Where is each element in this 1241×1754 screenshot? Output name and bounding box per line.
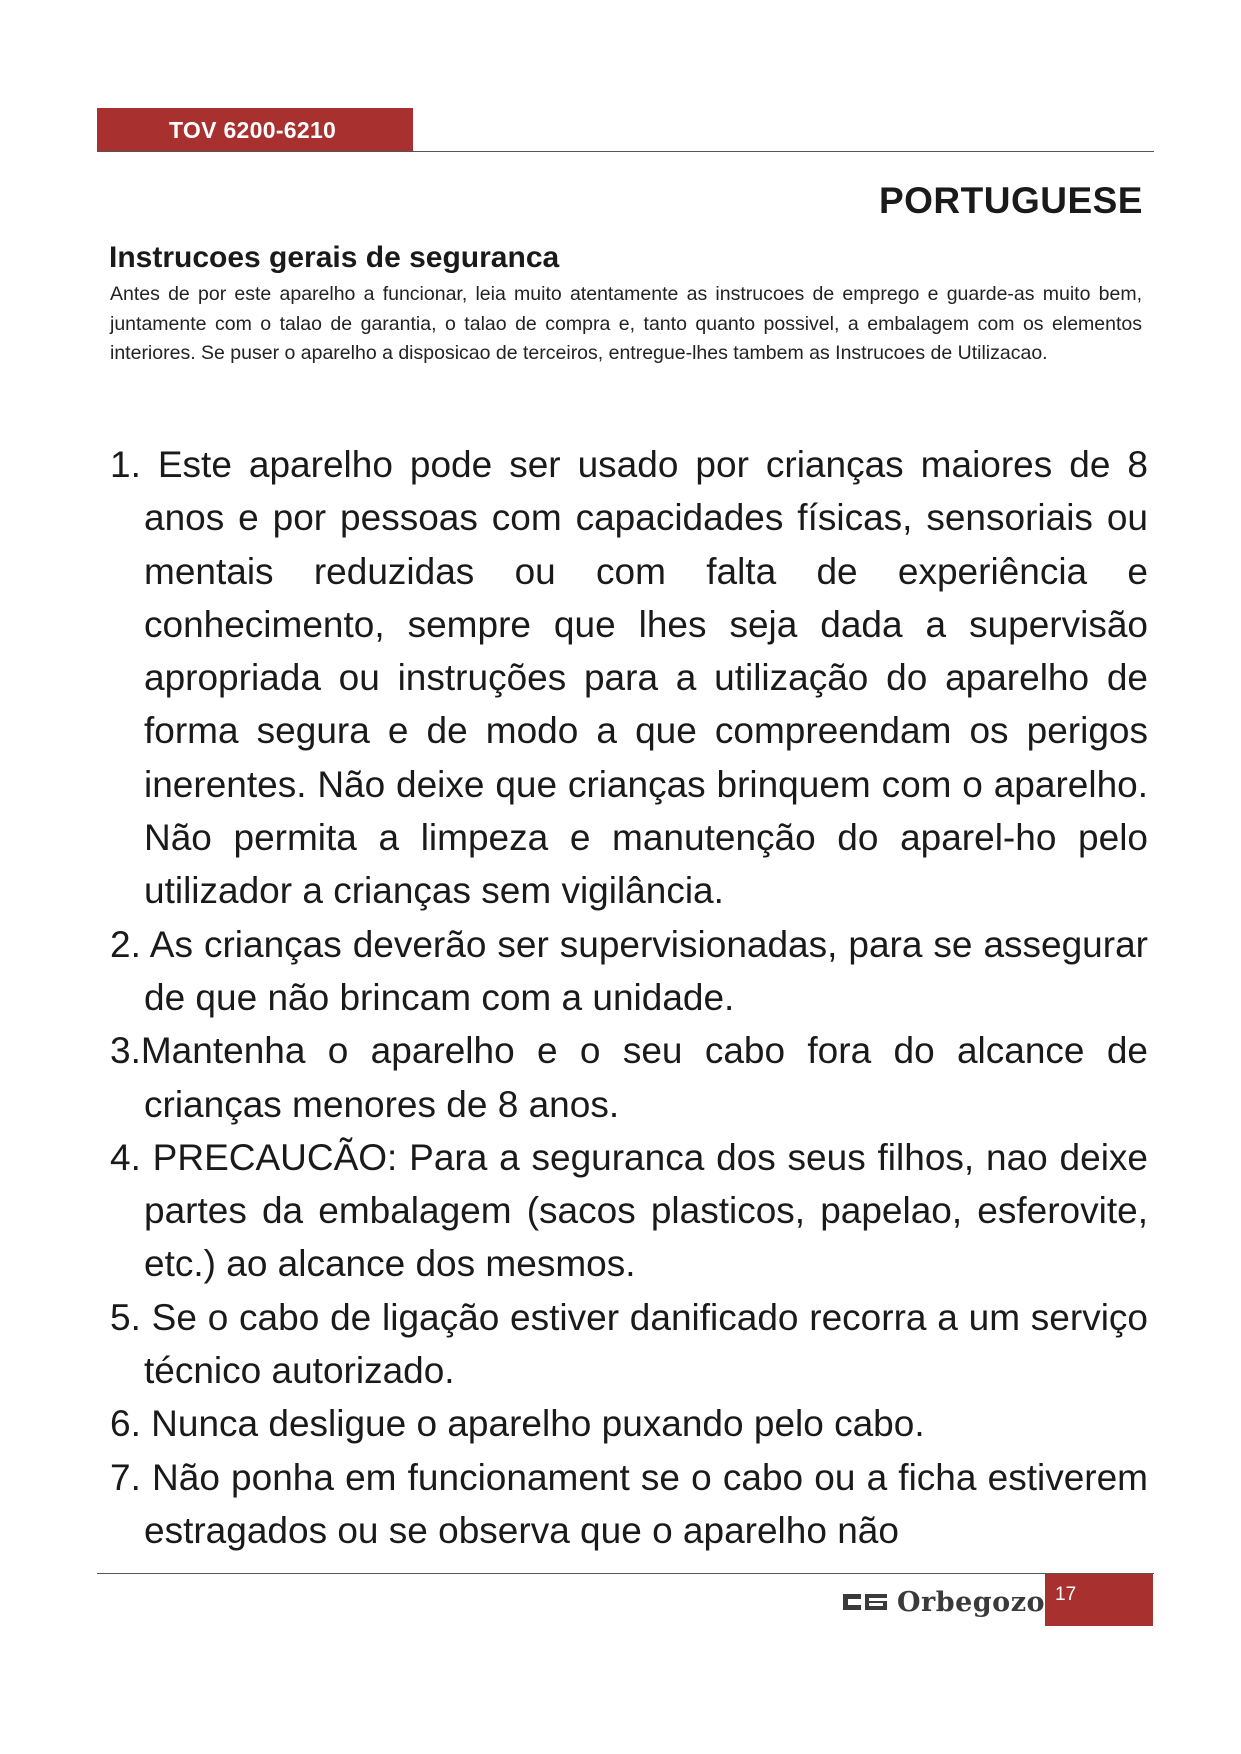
item-text: Nunca desligue o aparelho puxando pelo cabo.: [151, 1403, 925, 1445]
item-number: 2.: [110, 923, 150, 965]
list-item: [110, 1291, 1148, 1398]
item-number: 6.: [110, 1403, 152, 1445]
brand-logo: [843, 1582, 1045, 1622]
model-header-tab: [97, 108, 413, 152]
item-text: Este aparelho pode ser usado por crianças maiores de 8 anos e por pessoas com capacidades físicas, sensoriais ou mentais reduzidas ou com falta de experiência e conhecimento, sempre que lhes seja dada a supervisão apropriada ou instruções para a utilização do aparelho de forma segura e de modo a que compreendam os perigos inerentes. Não deixe que crianças brinquem com o aparelho. Não permita a limpeza e manutenção do aparel-ho pelo utilizador a crianças sem vigilância.: [144, 444, 1148, 912]
item-number: 3.: [110, 1030, 141, 1072]
list-item: [110, 918, 1148, 1025]
item-number: 1.: [110, 444, 158, 485]
language-title: PORTUGUESE: [878, 180, 1143, 221]
item-text: As crianças deverão ser supervisionadas, para se assegurar de que não brincam com a unidade.: [144, 923, 1148, 1018]
safety-instructions-list: [110, 438, 1148, 1557]
list-item: [110, 1397, 1148, 1450]
item-number: 4.: [110, 1136, 153, 1178]
orbegozo-logo-icon: [843, 1591, 887, 1613]
page-number-box: [1045, 1574, 1153, 1626]
safety-intro-paragraph: Antes de por este aparelho a funcionar, leia muito atentamente as instrucoes de emprego e guarde-as muito bem, juntamente com o talao de garantia, o talao de compra e, tanto quanto possivel, a embalagem com os elementos interiores. Se puser o aparelho a disposicao de terceiros, entregue-lhes tambem as Instrucoes de Utilizacao.: [110, 283, 1142, 364]
list-item: [110, 1451, 1148, 1558]
item-text: Não ponha em funcionament se o cabo ou a ficha estiverem estragados ou se observa que o aparelho não: [144, 1456, 1148, 1551]
item-text: Se o cabo de ligação estiver danificado recorra a um serviço técnico autorizado.: [144, 1296, 1149, 1392]
item-number: 5.: [110, 1296, 152, 1338]
footer-divider: [97, 1573, 1154, 1574]
model-label: TOV 6200-6210: [169, 117, 337, 143]
item-text: Mantenha o aparelho e o seu cabo fora do alcance de crianças menores de 8 anos.: [140, 1030, 1148, 1125]
safety-heading: Instrucoes gerais de seguranca: [109, 241, 560, 274]
item-text: PRECAUCÃO: Para a seguranca dos seus filhos, nao deixe partes da embalagem (sacos plasticos, papelao, esferovite, etc.) ao alcance dos mesmos.: [144, 1136, 1148, 1285]
brand-name: Orbegozo: [897, 1586, 1046, 1618]
list-item: [110, 1024, 1148, 1131]
list-item: [110, 438, 1148, 918]
header-divider: [97, 151, 1154, 152]
item-number: 7.: [110, 1456, 153, 1498]
page-number: 17: [1055, 1584, 1077, 1605]
list-item: [110, 1131, 1148, 1291]
